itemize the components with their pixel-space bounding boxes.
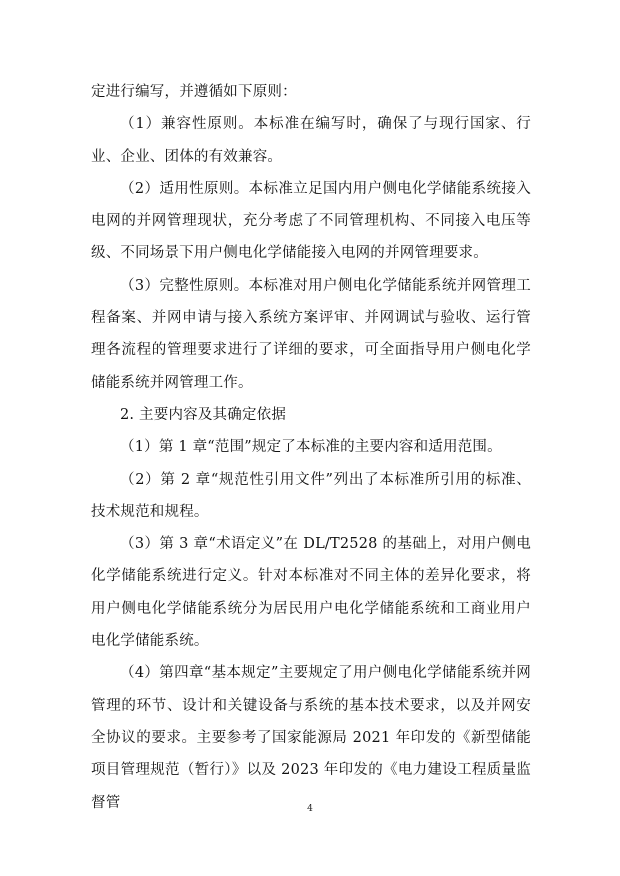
paragraph-chapter-4: （4）第四章“基本规定”主要规定了用户侧电化学储能系统并网管理的环节、设计和关键设备与系统的基本技术要求，以及并网安全协议的要求。主要参考了国家能源局 2021 年印发的《新型储能项目管理规范（暂行）》以及 2023 年印发的《电力建设工程质量监督管	[91, 665, 531, 811]
paragraph-continuation: 定进行编写，并遵循如下原则：	[91, 84, 297, 100]
paragraph-chapter-1: （1）第 1 章“范围”规定了本标准的主要内容和适用范围。	[120, 439, 502, 456]
body-text	[91, 76, 531, 819]
section-heading-main-content: 2. 主要内容及其确定依据	[120, 406, 287, 423]
paragraph-chapter-2: （2）第 2 章“规范性引用文件”列出了本标准所引用的标准、技术规范和规程。	[91, 471, 531, 520]
paragraph-compatibility-principle: （1）兼容性原则。本标准在编写时，确保了与现行国家、行业、企业、团体的有效兼容。	[91, 116, 531, 165]
page-number: 4	[307, 804, 313, 814]
paragraph-completeness-principle: （3）完整性原则。本标准对用户侧电化学储能系统并网管理工程备案、并网申请与接入系统方案评审、并网调试与验收、运行管理各流程的管理要求进行了详细的要求，可全面指导用户侧电化学储能系统并网管理工作。	[91, 277, 531, 391]
paragraph-chapter-3: （3）第 3 章“术语定义”在 DL/T2528 的基础上，对用户侧电化学储能系统进行定义。针对本标准对不同主体的差异化要求，将用户侧电化学储能系统分为居民用户电化学储能系统和工商业用户电化学储能系统。	[91, 536, 531, 650]
paragraph-applicability-principle: （2）适用性原则。本标准立足国内用户侧电化学储能系统接入电网的并网管理现状，充分考虑了不同管理机构、不同接入电压等级、不同场景下用户侧电化学储能接入电网的并网管理要求。	[91, 180, 531, 262]
